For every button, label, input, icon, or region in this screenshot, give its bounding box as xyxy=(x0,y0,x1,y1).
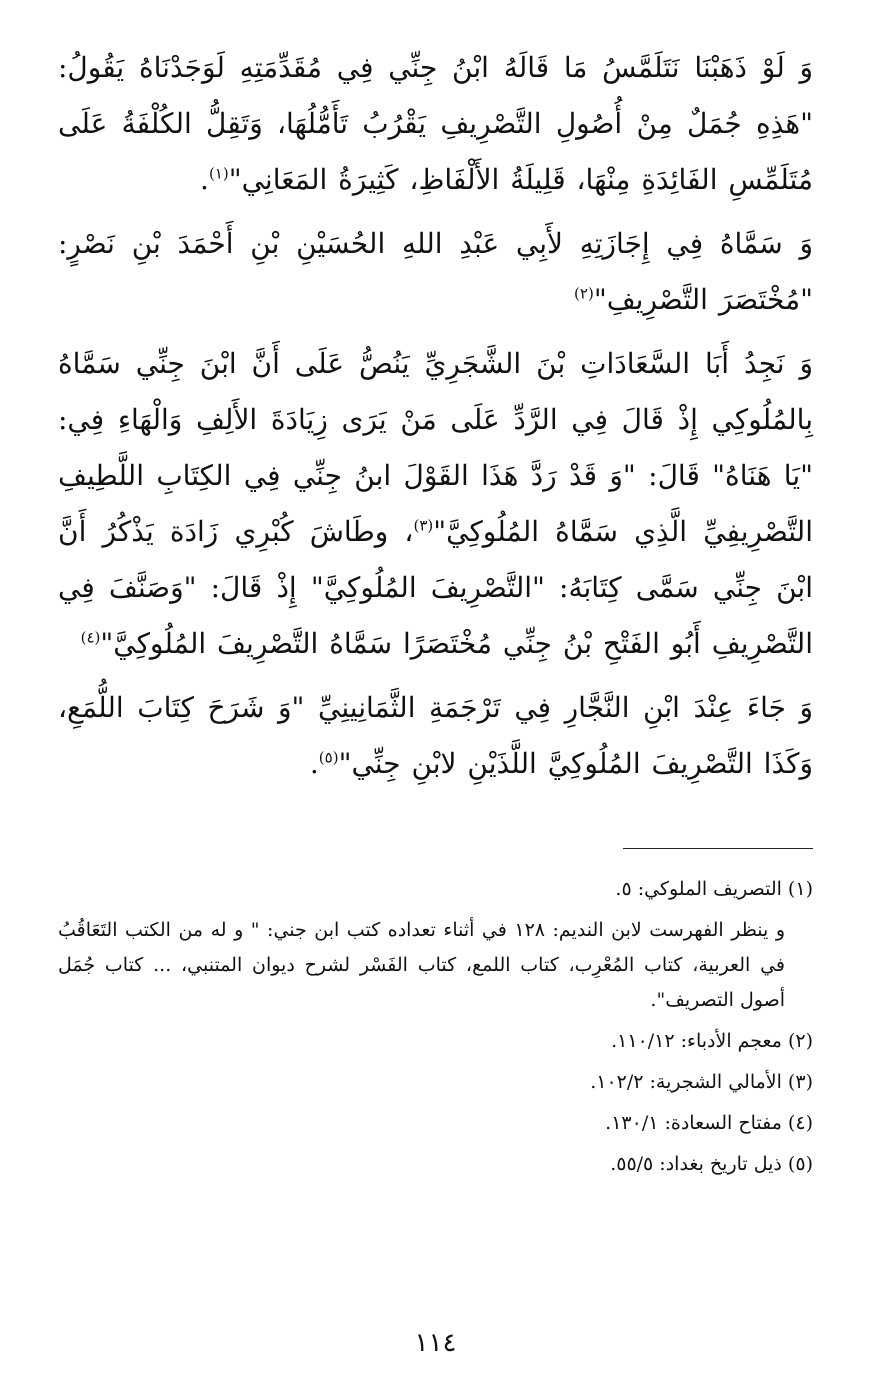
footnote-3: (٣) الأمالي الشجرية: ١٠٢/٢. xyxy=(590,1071,813,1093)
main-text xyxy=(58,40,813,792)
paragraph-1-end: . xyxy=(200,163,209,196)
footnotes xyxy=(58,872,813,1188)
paragraph-4-end: . xyxy=(309,747,319,780)
footnote-1: (١) التصريف الملوكي: ٥. xyxy=(615,878,813,900)
footnote-ref-2: (٢) xyxy=(574,284,594,303)
paragraph-2-text: وَ سَمَّاهُ فِي إِجَازَتِهِ لأَبِي عَبْدِ اللهِ الحُسَيْنِ بْنِ أَحْمَدَ بْنِ نَصْرٍ: "مُخْتَصَرَ التَّصْرِيفِ" xyxy=(58,227,813,316)
book-page xyxy=(58,40,813,1374)
footnote-2: (٢) معجم الأدباء: ١١٠/١٢. xyxy=(611,1030,813,1052)
paragraph-3-text: وَ نَجِدُ أَبَا السَّعَادَاتِ بْنَ الشَّجَرِيِّ يَنُصُّ عَلَى أَنَّ ابْنَ جِنِّي سَمَّاهُ بِالمُلُوكِي إِذْ قَالَ فِي الرَّدِّ عَلَى مَنْ يَرَى زِيَادَةَ الأَلِفِ وَالْهَاءِ فِي: "يَا هَنَاهُ" قَالَ: "وَ قَدْ رَدَّ هَذَا القَوْلَ ابنُ جِنِّي فِي الكِتَابِ اللَّطِيفِ التَّصْرِيفِيِّ الَّذِي سَمَّاهُ المُلُوكِيَّ" xyxy=(58,347,813,548)
footnote-4: (٤) مفتاح السعادة: ١٣٠/١. xyxy=(605,1112,813,1134)
footnote-5: (٥) ذيل تاريخ بغداد: ٥٥/٥. xyxy=(610,1153,813,1175)
paragraph-4 xyxy=(58,680,813,792)
paragraph-1-text: وَ لَوْ ذَهَبْنَا نَتَلَمَّسُ مَا قَالَهُ ابْنُ جِنِّي فِي مُقَدِّمَتِهِ لَوَجَدْنَاهُ يَقُولُ: "هَذِهِ جُمَلٌ مِنْ أُصُولِ التَّصْرِيفِ يَقْرُبُ تَأَمُّلُهَا، وَتَقِلُّ الكُلْفَةُ عَلَى مُتَلَمِّسِ الفَائِدَةِ مِنْهَا، قَلِيلَةُ الأَلْفَاظِ، كَثِيرَةُ المَعَانِي" xyxy=(58,51,813,196)
paragraph-1 xyxy=(58,40,813,208)
footnote-ref-3: (٣) xyxy=(413,516,434,535)
paragraph-4-text: وَ جَاءَ عِنْدَ ابْنِ النَّجَّارِ فِي تَرْجَمَةِ الثَّمَانِينِيِّ "وَ شَرَحَ كِتَابَ اللُّمَعِ، وَكَذَا التَّصْرِيفَ المُلُوكِيَّ اللَّذَيْنِ لابْنِ جِنِّي" xyxy=(58,691,813,780)
footnote-1-extra: و ينظر الفهرست لابن النديم: ١٢٨ في أثناء تعداده كتب ابن جني: " و له من الكتب التَعَاقُبُ في العربية، كتاب المُعْرِب، كتاب اللمع، كتاب الفَسْر لشرح ديوان المتنبي، ... كتاب جُمَل أصول التصريف". xyxy=(58,919,785,1011)
footnote-ref-5: (٥) xyxy=(318,748,339,767)
paragraph-3-end: ، وطَاشَ كُبْرِي زَادَة يَذْكُرُ أَنَّ ابْنَ جِنِّي سَمَّى كِتَابَهُ: "التَّصْرِيفَ المُلُوكِيَّ" إِذْ قَالَ: "وَصَنَّفَ فِي التَّصْرِيفِ أَبُو الفَتْحِ بْنُ جِنِّي مُخْتَصَرًا سَمَّاهُ التَّصْرِيفَ المُلُوكِيَّ" xyxy=(58,515,813,660)
paragraph-3 xyxy=(58,336,813,672)
paragraph-2 xyxy=(58,216,813,328)
footnote-separator xyxy=(623,848,813,849)
footnote-ref-1: (١) xyxy=(208,164,229,183)
footnote-ref-4: (٤) xyxy=(80,628,101,647)
page-number: ١١٤ xyxy=(414,1328,457,1358)
